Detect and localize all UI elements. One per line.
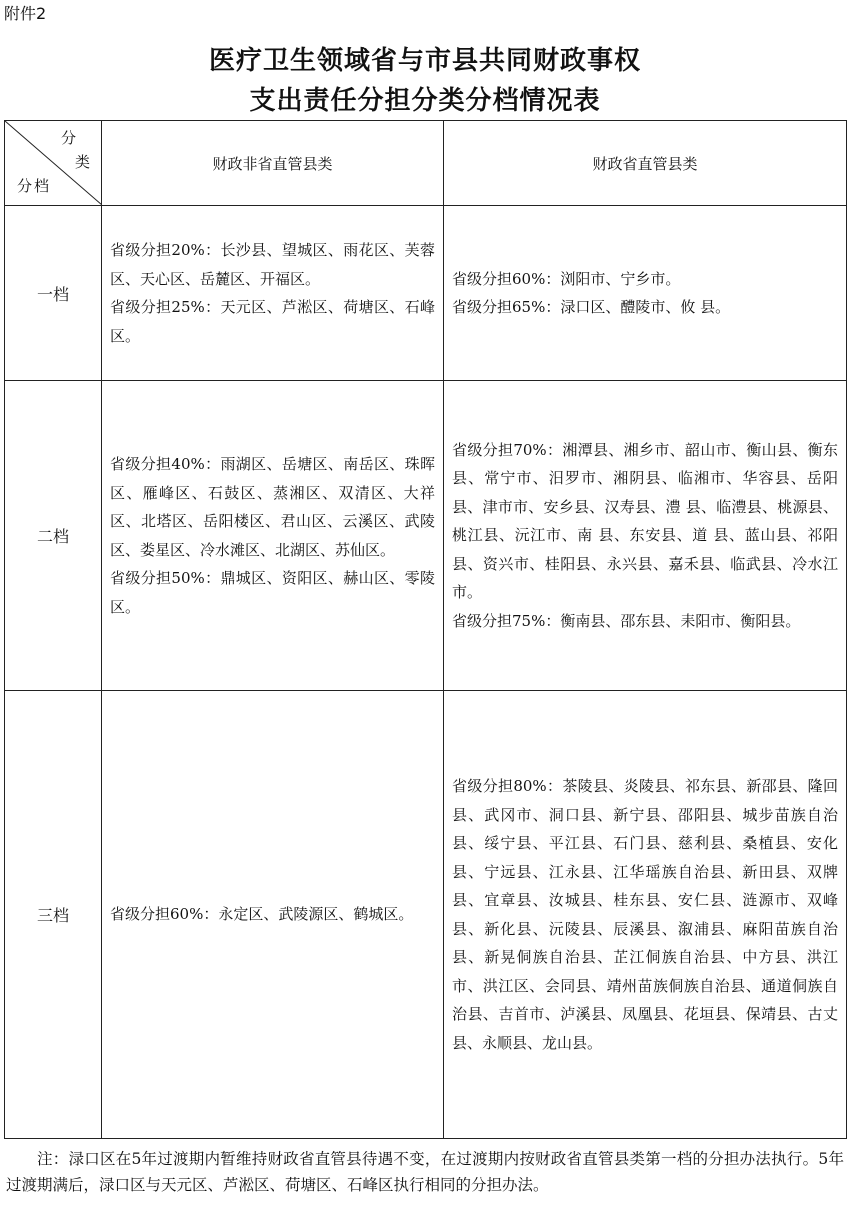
non-direct-cell xyxy=(102,206,444,381)
corner-tier-label: 分档 xyxy=(17,177,52,195)
table-row-tier3 xyxy=(5,691,847,1139)
share-entry: 省级分担75%：衡南县、邵东县、耒阳市、衡阳县。 xyxy=(452,611,801,630)
share-entry: 省级分担70%：湘潭县、湘乡市、韶山市、衡山县、衡东县、常宁市、汨罗市、湘阴县、临湘市、华容县、岳阳县、津市市、安乡县、汉寿县、澧 县、临澧县、桃源县、桃江县、沅江市、南 县、东安县、道 县、蓝山县、祁阳县、资兴市、桂阳县、永兴县、嘉禾县、临武县、冷水江市。 xyxy=(452,440,838,602)
diagonal-header xyxy=(5,121,101,205)
table-header-row xyxy=(5,121,847,206)
column-header-non-direct: 财政非省直管县类 xyxy=(102,121,444,206)
tier-label: 一档 xyxy=(5,206,102,381)
tier-label: 二档 xyxy=(5,381,102,691)
direct-cell xyxy=(444,691,847,1139)
share-entry: 省级分担25%：天元区、芦淞区、荷塘区、石峰区。 xyxy=(110,298,435,345)
non-direct-cell xyxy=(102,691,444,1139)
share-entry: 省级分担40%：雨湖区、岳塘区、南岳区、珠晖区、雁峰区、石鼓区、蒸湘区、双清区、大祥区、北塔区、岳阳楼区、君山区、云溪区、武陵区、娄星区、冷水滩区、北湖区、苏仙区。 xyxy=(110,455,435,559)
attachment-label: 附件2 xyxy=(4,4,47,23)
direct-cell xyxy=(444,206,847,381)
share-entry: 省级分担60%：永定区、武陵源区、鹤城区。 xyxy=(110,905,414,924)
non-direct-cell xyxy=(102,381,444,691)
share-entry: 省级分担60%：浏阳市、宁乡市。 xyxy=(452,269,681,288)
footnote: 注：渌口区在5年过渡期内暂维持财政省直管县待遇不变，在过渡期内按财政省直管县类第一档的分担办法执行。5年过渡期满后，渌口区与天元区、芦淞区、荷塘区、石峰区执行相同的分担办法。 xyxy=(6,1150,844,1194)
corner-category-char2: 类 xyxy=(75,153,91,171)
table-row-tier1 xyxy=(5,206,847,381)
corner-category-char1: 分 xyxy=(61,129,77,147)
table-row-tier2 xyxy=(5,381,847,691)
share-entry: 省级分担80%：茶陵县、炎陵县、祁东县、新邵县、隆回县、武冈市、洞口县、新宁县、邵阳县、城步苗族自治县、绥宁县、平江县、石门县、慈利县、桑植县、安化县、宁远县、江永县、江华瑶族自治县、新田县、双牌县、宜章县、汝城县、桂东县、安仁县、涟源市、双峰县、新化县、沅陵县、辰溪县、溆浦县、麻阳苗族自治县、新晃侗族自治县、芷江侗族自治县、中方县、洪江市、洪江区、会同县、靖州苗族侗族自治县、通道侗族自治县、吉首市、泸溪县、凤凰县、花垣县、保靖县、古丈县、永顺县、龙山县。 xyxy=(452,777,838,1052)
corner-header-cell xyxy=(5,121,102,206)
share-entry: 省级分担65%：渌口区、醴陵市、攸 县。 xyxy=(452,298,731,316)
cost-sharing-table xyxy=(4,120,847,1139)
tier-label: 三档 xyxy=(5,691,102,1139)
share-entry: 省级分担20%：长沙县、望城区、雨花区、芙蓉区、天心区、岳麓区、开福区。 xyxy=(110,241,435,288)
column-header-direct: 财政省直管县类 xyxy=(444,121,847,206)
share-entry: 省级分担50%：鼎城区、资阳区、赫山区、零陵区。 xyxy=(110,569,435,616)
direct-cell xyxy=(444,381,847,691)
page-title-line1: 医疗卫生领域省与市县共同财政事权 xyxy=(208,46,641,76)
page-title-line2: 支出责任分担分类分档情况表 xyxy=(249,86,601,116)
